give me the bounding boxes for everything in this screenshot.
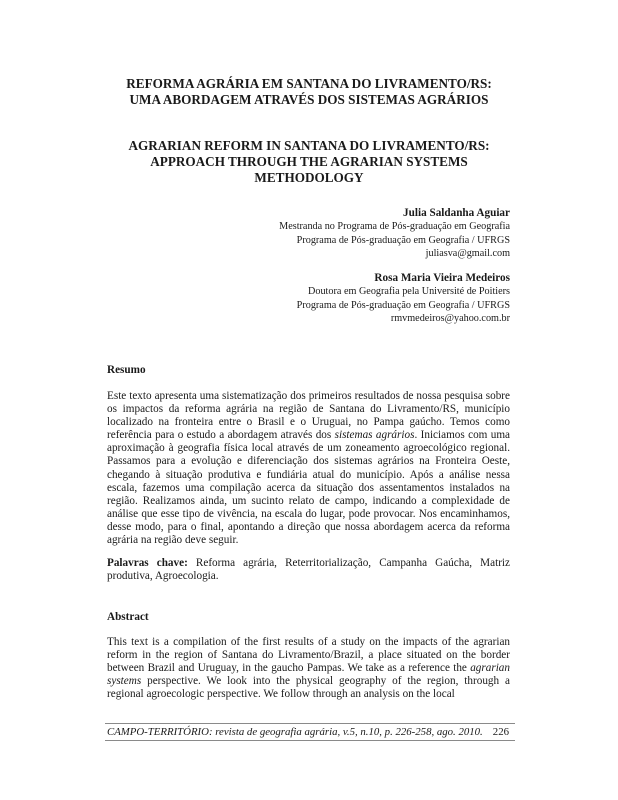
keywords-text: Reforma agrária, Reterritorialização, Campanha Gaúcha, Matriz produtiva, Agroecologia. xyxy=(107,557,510,583)
author-name: Rosa Maria Vieira Medeiros xyxy=(374,272,510,285)
resumo-text-part: Este texto apresenta uma sistematização dos primeiros resultados de nossa pesquisa sobre os impactos da reforma agrária na região de Santana do Livramento/RS, município localizado na fronteira entre o Brasil e o Uruguai, no Pampa gaúcho. Temos como referência para o estudo a abordagem através dos xyxy=(107,390,510,442)
resumo-italic-term: sistemas agrários xyxy=(334,429,415,442)
author-affiliation: Programa de Pós-graduação em Geografia / UFRGS xyxy=(296,299,510,311)
author-1 xyxy=(190,207,510,260)
title-en-line1: AGRARIAN REFORM IN SANTANA DO LIVRAMENTO/RS: xyxy=(128,138,490,153)
title-portuguese xyxy=(80,76,538,108)
keywords-label: Palavras chave: xyxy=(107,557,188,569)
title-pt-line1: REFORMA AGRÁRIA EM SANTANA DO LIVRAMENTO/RS: xyxy=(126,76,492,91)
abstract-italic-term: agrarian systems xyxy=(107,662,510,688)
page-number: 226 xyxy=(492,726,509,738)
abstract-text-part: This text is a compilation of the first results of a study on the impacts of the agrarian reform in the region of Santana do Livramento/Brazil, a place situated on the border between Brazil and Uruguay, in the gaucho Pampas. We take as a reference the xyxy=(107,636,510,675)
title-english xyxy=(80,138,538,186)
author-affiliation: Doutora em Geografia pela Université de Poitiers xyxy=(308,286,510,298)
page-footer xyxy=(105,723,515,741)
author-email: rmvmedeiros@yahoo.com.br xyxy=(390,313,510,325)
title-en-line3: METHODOLOGY xyxy=(254,170,364,185)
author-affiliation: Mestranda no Programa de Pós-graduação em Geografia xyxy=(279,221,510,233)
title-pt-line2: UMA ABORDAGEM ATRAVÉS DOS SISTEMAS AGRÁRIOS xyxy=(129,92,489,107)
keywords xyxy=(107,557,510,583)
abstract-text-part: perspective. We look into the physical geography of the region, through a regional agroecologic perspective. We follow through an analysis on the local xyxy=(107,675,510,701)
author-list xyxy=(190,207,510,325)
abstract-text xyxy=(107,636,510,701)
abstract-heading: Abstract xyxy=(107,611,149,623)
title-en-line2: APPROACH THROUGH THE AGRARIAN SYSTEMS xyxy=(150,154,468,169)
resumo-text-part: . Iniciamos com uma aproximação à geografia física local através de um zoneamento agroecológico regional. Passamos para a evolução e diferenciação dos sistemas agrários na Fronteira Oeste, chegando à situação produtiva e fundiária atual do município. Após a análise nessa escala, fazemos uma compilação acerca da situação dos assentamentos instalados na região. Realizamos ainda, um sucinto relato de campo, indicando a complexidade de análise que esse tipo de vivência, na escala do lugar, pode provocar. Nos encaminhamos, desse modo, para o final, apontando a direção que nossa abordagem acerca da reforma agrária na região deve seguir. xyxy=(107,429,510,547)
resumo-heading: Resumo xyxy=(107,364,146,376)
author-affiliation: Programa de Pós-graduação em Geografia / UFRGS xyxy=(296,234,510,246)
journal-citation: CAMPO-TERRITÓRIO: revista de geografia agrária, v.5, n.10, p. 226-258, ago. 2010. xyxy=(107,726,483,738)
author-email: juliasva@gmail.com xyxy=(425,247,510,259)
author-name: Julia Saldanha Aguiar xyxy=(403,207,510,219)
author-2 xyxy=(190,272,510,325)
resumo-text xyxy=(107,390,510,547)
